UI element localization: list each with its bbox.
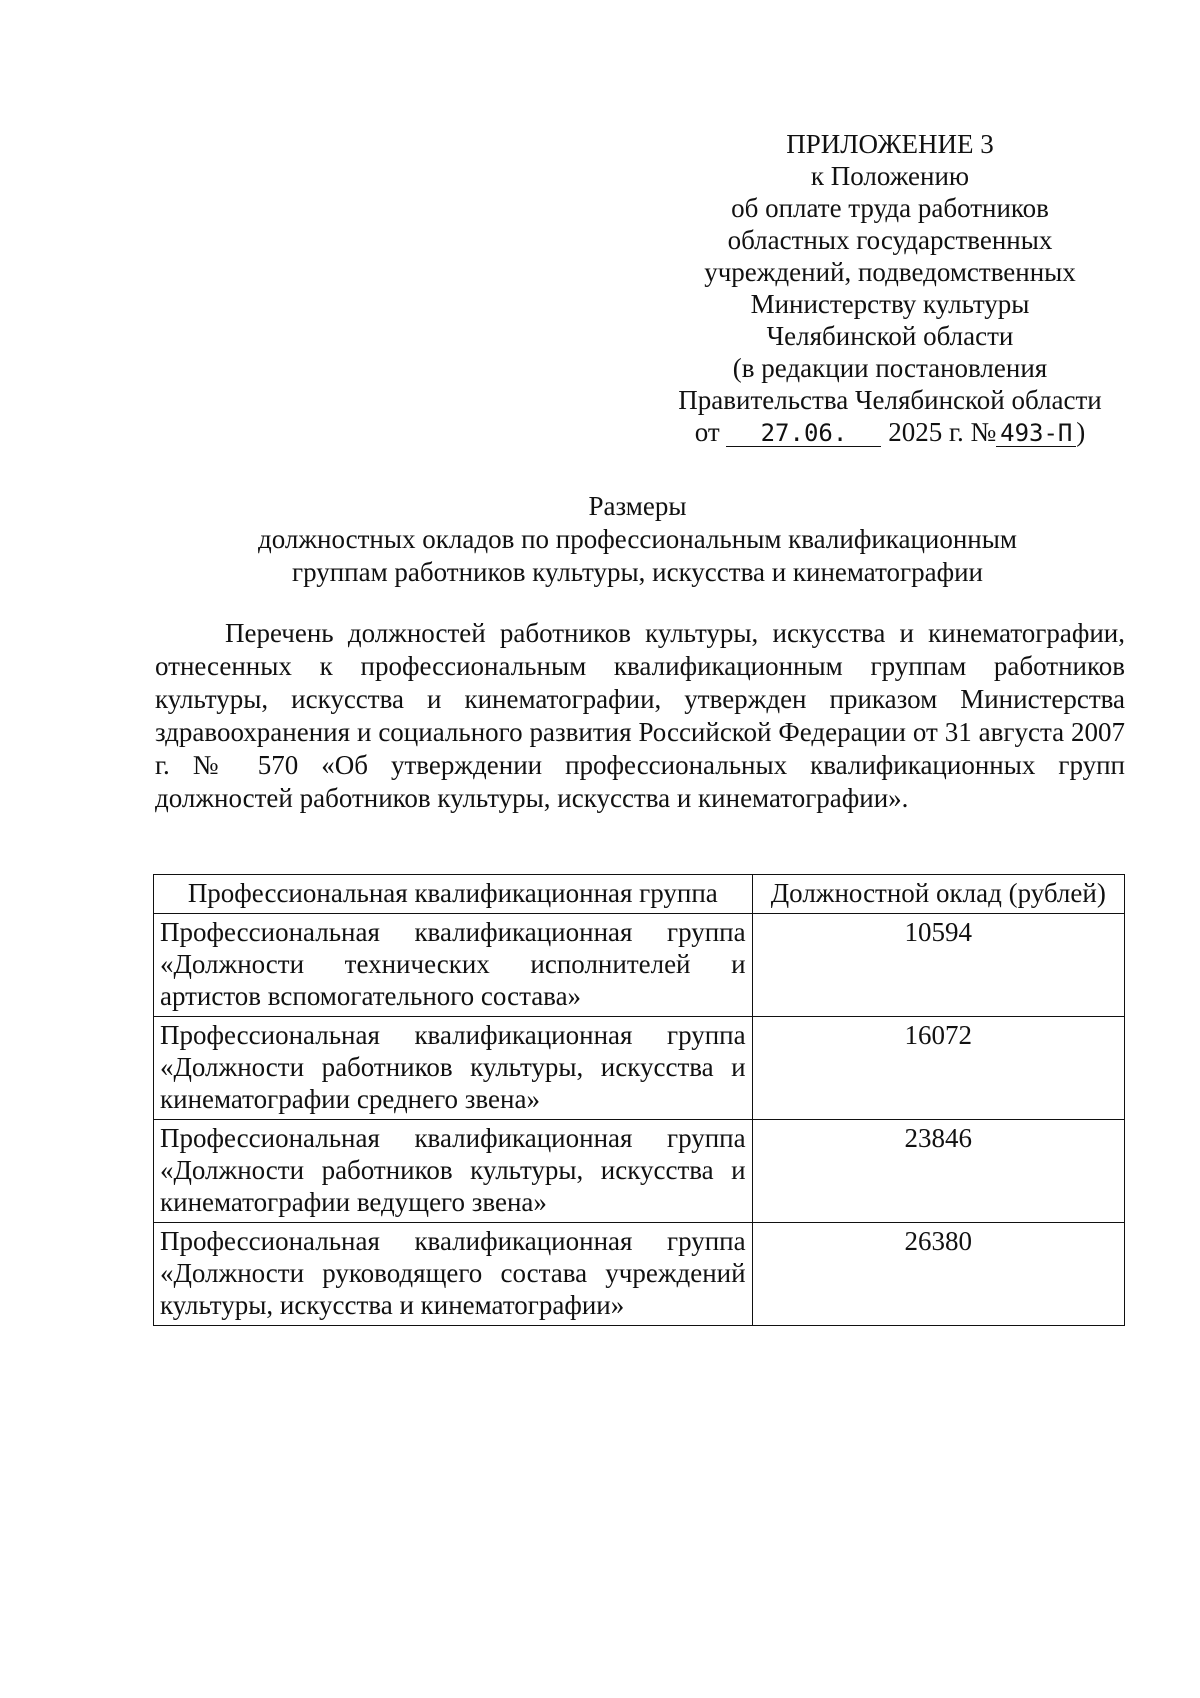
- appendix-header: [655, 128, 1125, 448]
- appendix-line: Министерству культуры: [750, 289, 1030, 319]
- table-row: [154, 914, 1125, 1017]
- group-cell: Профессиональная квалификационная группа «Должности работников культуры, искусства и кинематографии ведущего звена»: [154, 1120, 753, 1223]
- appendix-line: областных государственных: [727, 225, 1053, 255]
- header-group: Профессиональная квалификационная группа: [154, 875, 753, 914]
- appendix-line: Правительства Челябинской области: [678, 385, 1102, 415]
- table-row: [154, 1223, 1125, 1326]
- title-line: группам работников культуры, искусства и кинематографии: [292, 557, 983, 587]
- group-cell: Профессиональная квалификационная группа «Должности руководящего состава учреждений культуры, искусства и кинематографии»: [154, 1223, 753, 1326]
- table-header-row: [154, 875, 1125, 914]
- document-title: [150, 490, 1125, 589]
- title-line: должностных окладов по профессиональным квалификационным: [258, 524, 1017, 554]
- table-row: [154, 1017, 1125, 1120]
- group-cell: Профессиональная квалификационная группа «Должности технических исполнителей и артистов вспомогательного состава»: [154, 914, 753, 1017]
- title-line: Размеры: [588, 491, 687, 521]
- salary-cell: 16072: [752, 1017, 1124, 1120]
- salary-cell: 26380: [752, 1223, 1124, 1326]
- salary-table: [153, 874, 1125, 1326]
- appendix-line: об оплате труда работников: [731, 193, 1049, 223]
- appendix-title: ПРИЛОЖЕНИЕ 3: [786, 129, 994, 159]
- appendix-line: Челябинской области: [766, 321, 1014, 351]
- salary-cell: 10594: [752, 914, 1124, 1017]
- year-text: 2025 г. №: [888, 417, 997, 447]
- resolution-date-line: [655, 416, 1125, 448]
- handwritten-date: 27.06.: [726, 420, 881, 447]
- appendix-line: (в редакции постановления: [732, 353, 1048, 383]
- closing-paren: ): [1076, 417, 1086, 447]
- intro-paragraph: Перечень должностей работников культуры, искусства и кинематографии, отнесенных к профессиональным квалификационным группам работников культуры, искусства и кинематографии, утвержден приказом Министерства здравоохранения и социального развития Российской Федерации от 31 августа 2007 г. № 570 «Об утверждении профессиональных квалификационных групп должностей работников культуры, искусства и кинематографии».: [155, 618, 1125, 813]
- table-row: [154, 1120, 1125, 1223]
- date-prefix: от: [694, 417, 720, 447]
- handwritten-number: 493-П: [996, 420, 1076, 447]
- appendix-line: учреждений, подведомственных: [704, 257, 1076, 287]
- salary-cell: 23846: [752, 1120, 1124, 1223]
- appendix-line: к Положению: [810, 161, 970, 191]
- group-cell: Профессиональная квалификационная группа «Должности работников культуры, искусства и кинематографии среднего звена»: [154, 1017, 753, 1120]
- header-salary: Должностной оклад (рублей): [752, 875, 1124, 914]
